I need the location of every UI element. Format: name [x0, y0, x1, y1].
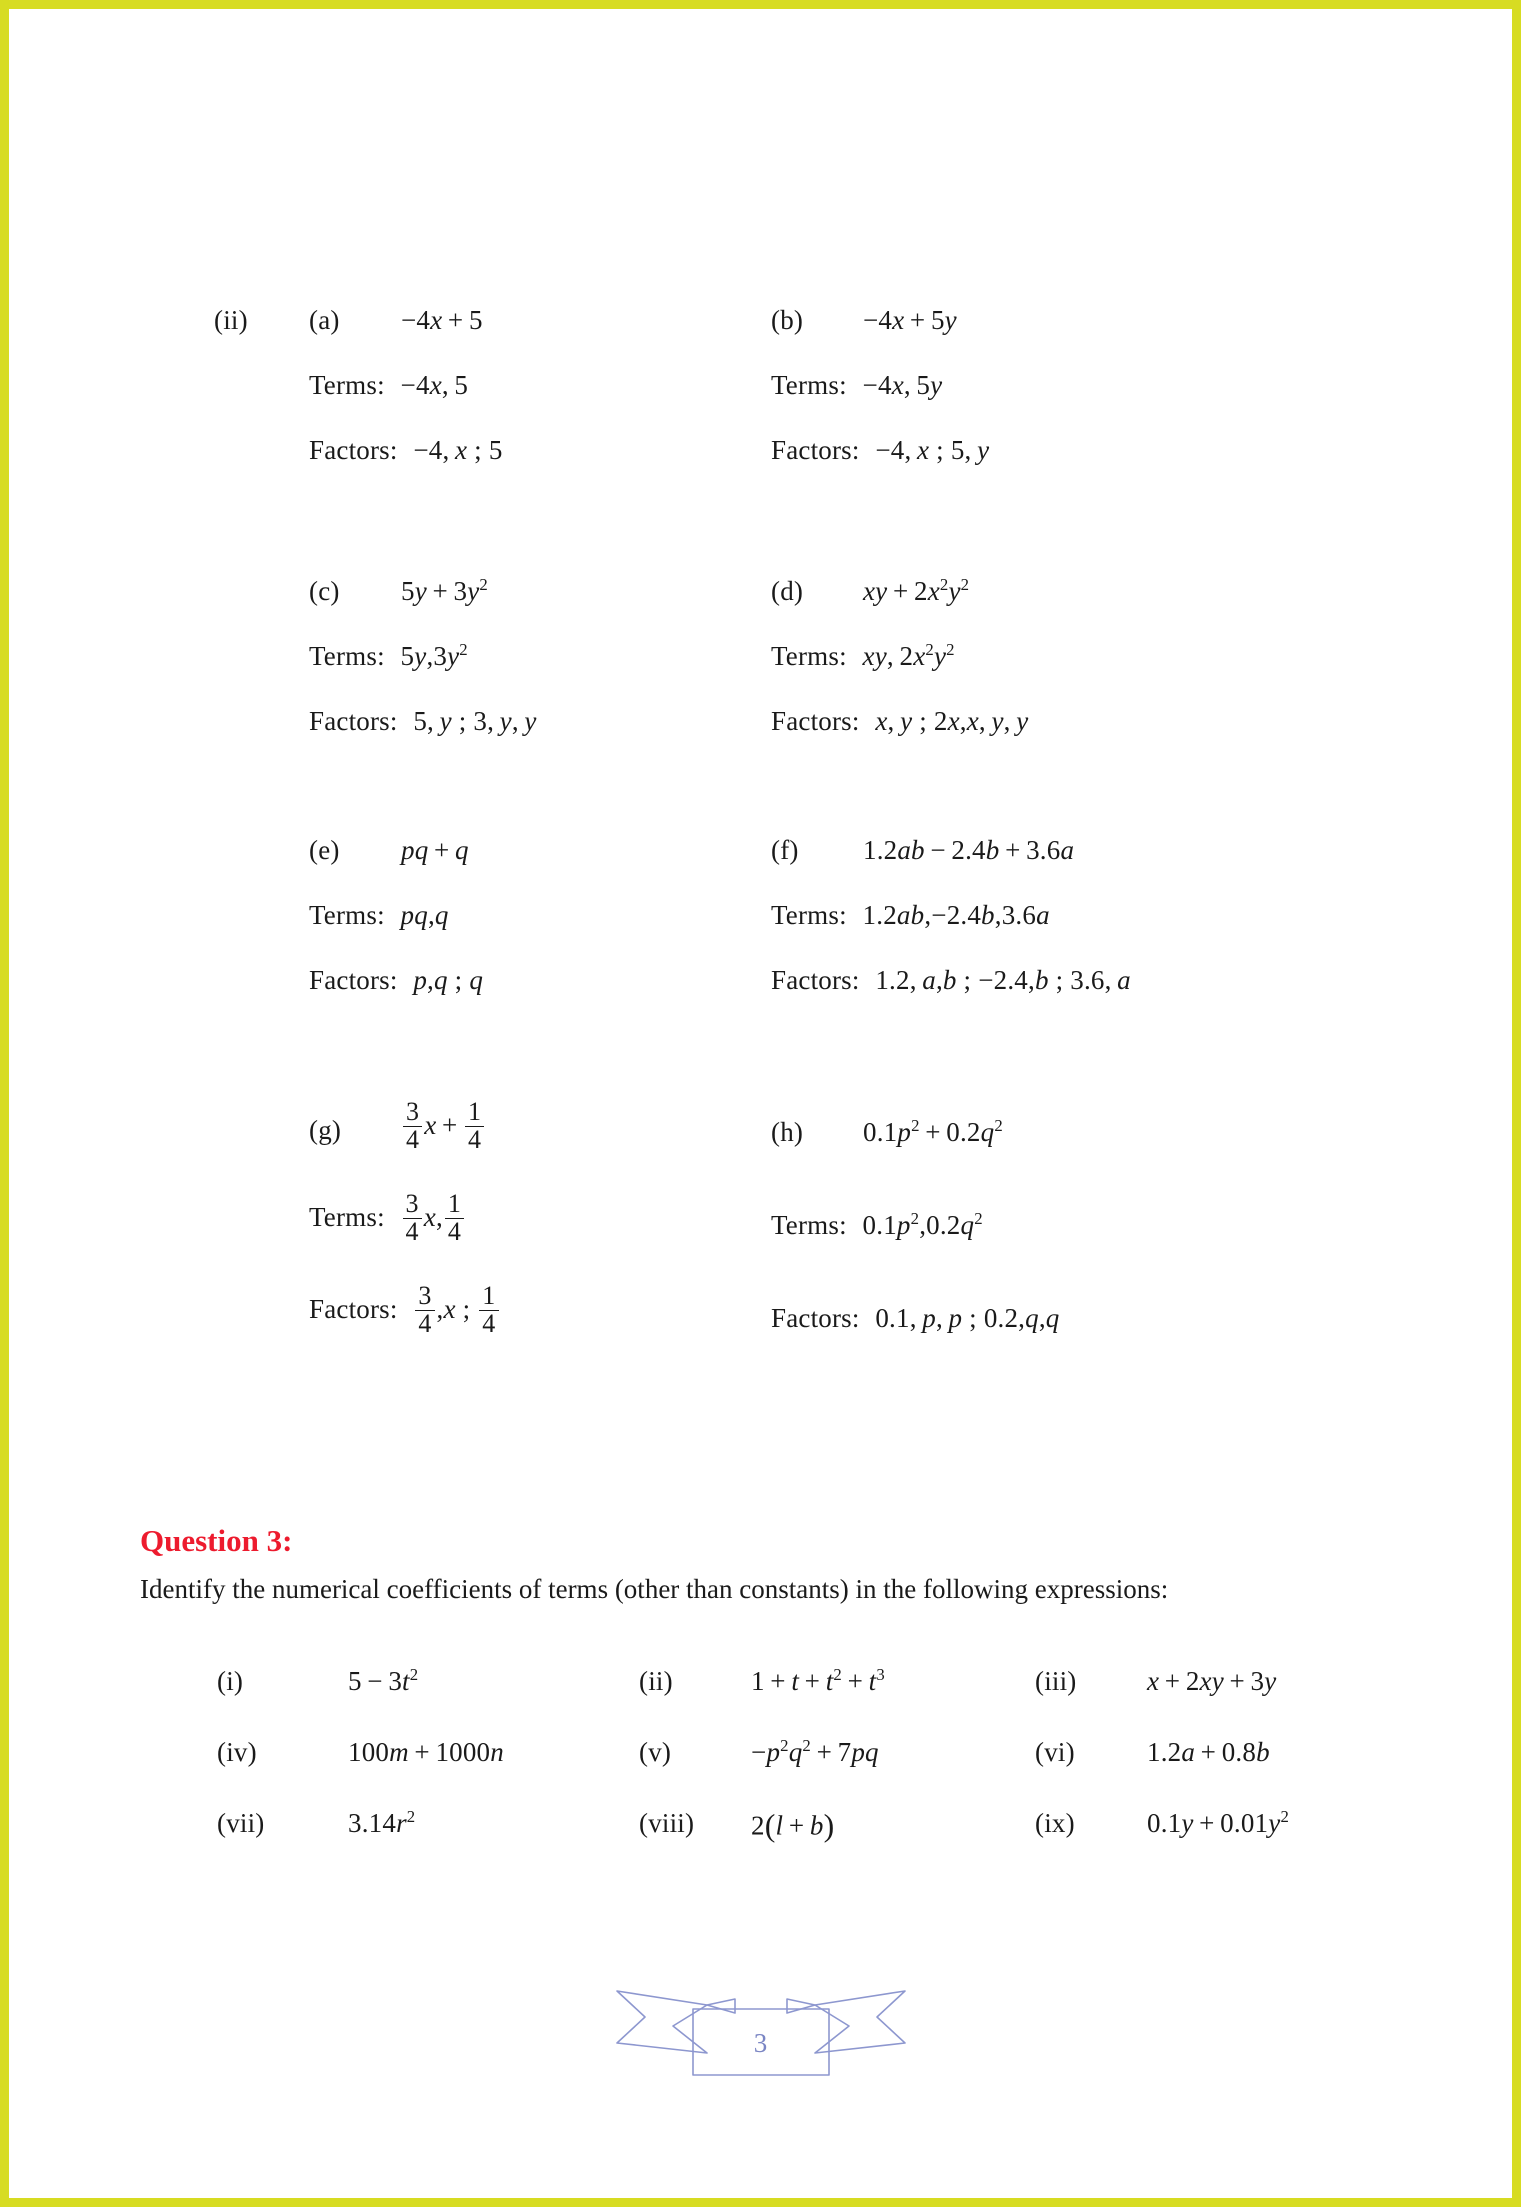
answer-c-expression: $5y + 3y^2$ — [401, 575, 488, 606]
q3-item-vi-expression: 1.2a + 0.8b — [1147, 1737, 1270, 1767]
q3-item-viii-expression: 2(l + b) — [751, 1808, 835, 1843]
answer-f-factors-line — [771, 965, 1391, 1009]
answer-c-factors-value: 5, y ; 3, y, y — [413, 706, 537, 736]
page-number-ribbon — [611, 1969, 911, 2089]
fraction-one-quarter: $\frac{1}{4}$ — [465, 1099, 484, 1153]
answer-d-label: (d) — [771, 576, 804, 606]
answer-b-label: (b) — [771, 305, 804, 335]
q3-item-i-label: (i) — [217, 1666, 244, 1696]
answer-b-header — [771, 305, 1391, 349]
part-ii-roman-label: (ii) — [214, 305, 248, 335]
answer-f-terms-value: 1.2ab,−2.4b,3.6a — [862, 900, 1050, 930]
answer-block-f — [771, 835, 1391, 1009]
q3-item-ii-expression: $1 + t + t^2 + t^3$ — [751, 1665, 885, 1696]
question-3-expression-grid — [9, 1666, 1512, 1879]
answer-c-terms-value: $5y,3y^2$ — [400, 640, 468, 671]
factors-key: Factors: — [309, 435, 398, 465]
q3-item-vi-label: (vi) — [1035, 1737, 1075, 1767]
answer-block-d — [771, 576, 1391, 750]
answer-h-label: (h) — [771, 1117, 804, 1147]
answer-f-factors-value: 1.2, a,b ; −2.4,b ; 3.6, a — [875, 965, 1131, 995]
terms-key: Terms: — [771, 900, 847, 930]
answer-h-terms-value: $0.1p^2,0.2q^2$ — [862, 1209, 983, 1240]
answer-h-terms-line — [771, 1210, 1391, 1254]
fraction-one-quarter: $\frac{1}{4}$ — [479, 1283, 498, 1337]
answer-b-terms-value: −4x, 5y — [862, 370, 943, 400]
answer-a-expression: −4x + 5 — [401, 305, 483, 335]
answer-d-factors-value: x, y ; 2x,x, y, y — [875, 706, 1029, 736]
answer-e-factors-value: p,q ; q — [413, 965, 484, 995]
answer-b-factors-line — [771, 435, 1391, 479]
factors-key: Factors: — [771, 965, 860, 995]
q3-item-v-label: (v) — [639, 1737, 672, 1767]
factors-key: Factors: — [309, 965, 398, 995]
answer-e-expression: pq + q — [401, 835, 469, 865]
question-3-prompt: Identify the numerical coefficients of terms (other than constants) in the following expressions: — [140, 1574, 1169, 1604]
fraction-three-quarters: $\frac{3}{4}$ — [403, 1191, 422, 1245]
answer-c-label: (c) — [309, 576, 340, 606]
factors-key: Factors: — [771, 706, 860, 736]
answer-a-label: (a) — [309, 305, 340, 335]
terms-key: Terms: — [309, 900, 385, 930]
answer-h-factors-line — [771, 1303, 1391, 1347]
answer-f-terms-line — [771, 900, 1391, 944]
terms-key: Terms: — [771, 1210, 847, 1240]
q3-item-iv-expression: 100m + 1000n — [348, 1737, 504, 1767]
terms-key: Terms: — [309, 370, 385, 400]
q3-item-vii-label: (vii) — [217, 1808, 265, 1838]
answer-g-terms-value: $\frac{3}{4}$ x, $\frac{1}{4}$ — [401, 1202, 467, 1232]
answer-block-h — [771, 1117, 1391, 1347]
terms-key: Terms: — [309, 1202, 385, 1232]
answer-a-factors-value: −4, x ; 5 — [413, 435, 503, 465]
answer-f-header — [771, 835, 1391, 879]
q3-item-ii-label: (ii) — [639, 1666, 673, 1696]
factors-key: Factors: — [771, 435, 860, 465]
answer-h-factors-value: 0.1, p, p ; 0.2,q,q — [875, 1303, 1060, 1333]
factors-key: Factors: — [309, 706, 398, 736]
answer-g-expression: $\frac{3}{4}$ x + $\frac{1}{4}$ — [401, 1099, 486, 1153]
answer-d-terms-value: xy, $2x^2y^2$ — [862, 640, 955, 671]
q3-item-vii-expression: $3.14r^2$ — [348, 1807, 416, 1838]
answer-g-label: (g) — [309, 1115, 342, 1145]
terms-key: Terms: — [771, 641, 847, 671]
question-3-row — [9, 1808, 1512, 1858]
factors-key: Factors: — [771, 1303, 860, 1333]
q3-item-iii-label: (iii) — [1035, 1666, 1077, 1696]
answer-h-expression: $0.1p^2 + 0.2q^2$ — [863, 1116, 1003, 1147]
q3-item-viii-label: (viii) — [639, 1808, 695, 1838]
answer-g-factors-value: $\frac{3}{4}$ ,x ; $\frac{1}{4}$ — [413, 1294, 500, 1324]
answer-f-expression: 1.2ab − 2.4b + 3.6a — [863, 835, 1075, 865]
answer-d-terms-line — [771, 641, 1391, 685]
q3-item-iv-label: (iv) — [217, 1737, 257, 1767]
q3-item-ix-expression: $0.1y + 0.01y^2$ — [1147, 1807, 1290, 1838]
answer-h-header — [771, 1117, 1391, 1161]
answer-d-header — [771, 576, 1391, 620]
fraction-one-quarter: $\frac{1}{4}$ — [445, 1191, 464, 1245]
question-3-row — [9, 1737, 1512, 1787]
q3-item-v-expression: $-p^2q^2 + 7pq$ — [751, 1736, 879, 1767]
answer-block-b — [771, 305, 1391, 479]
factors-key: Factors: — [309, 1294, 398, 1324]
q3-item-iii-expression: x + 2xy + 3y — [1147, 1666, 1277, 1696]
answer-a-terms-value: −4x, 5 — [400, 370, 469, 400]
answer-e-terms-value: pq,q — [400, 900, 449, 930]
answer-b-factors-value: −4, x ; 5, y — [875, 435, 990, 465]
answer-f-label: (f) — [771, 835, 799, 865]
answer-b-expression: −4x + 5y — [863, 305, 957, 335]
q3-item-i-expression: $5 - 3t^2$ — [348, 1665, 419, 1696]
terms-key: Terms: — [309, 641, 385, 671]
answer-b-terms-line — [771, 370, 1391, 414]
answer-d-factors-line — [771, 706, 1391, 750]
question-3-heading: Question 3: — [140, 1523, 293, 1558]
q3-item-ix-label: (ix) — [1035, 1808, 1075, 1838]
answer-d-expression: xy + $2x^2y^2$ — [863, 575, 970, 606]
fraction-three-quarters: $\frac{3}{4}$ — [415, 1283, 434, 1337]
page-content-area — [9, 9, 1512, 2198]
fraction-three-quarters: $\frac{3}{4}$ — [403, 1099, 422, 1153]
terms-key: Terms: — [771, 370, 847, 400]
answer-e-label: (e) — [309, 835, 340, 865]
page-number: 3 — [753, 2027, 768, 2058]
question-3-row — [9, 1666, 1512, 1716]
